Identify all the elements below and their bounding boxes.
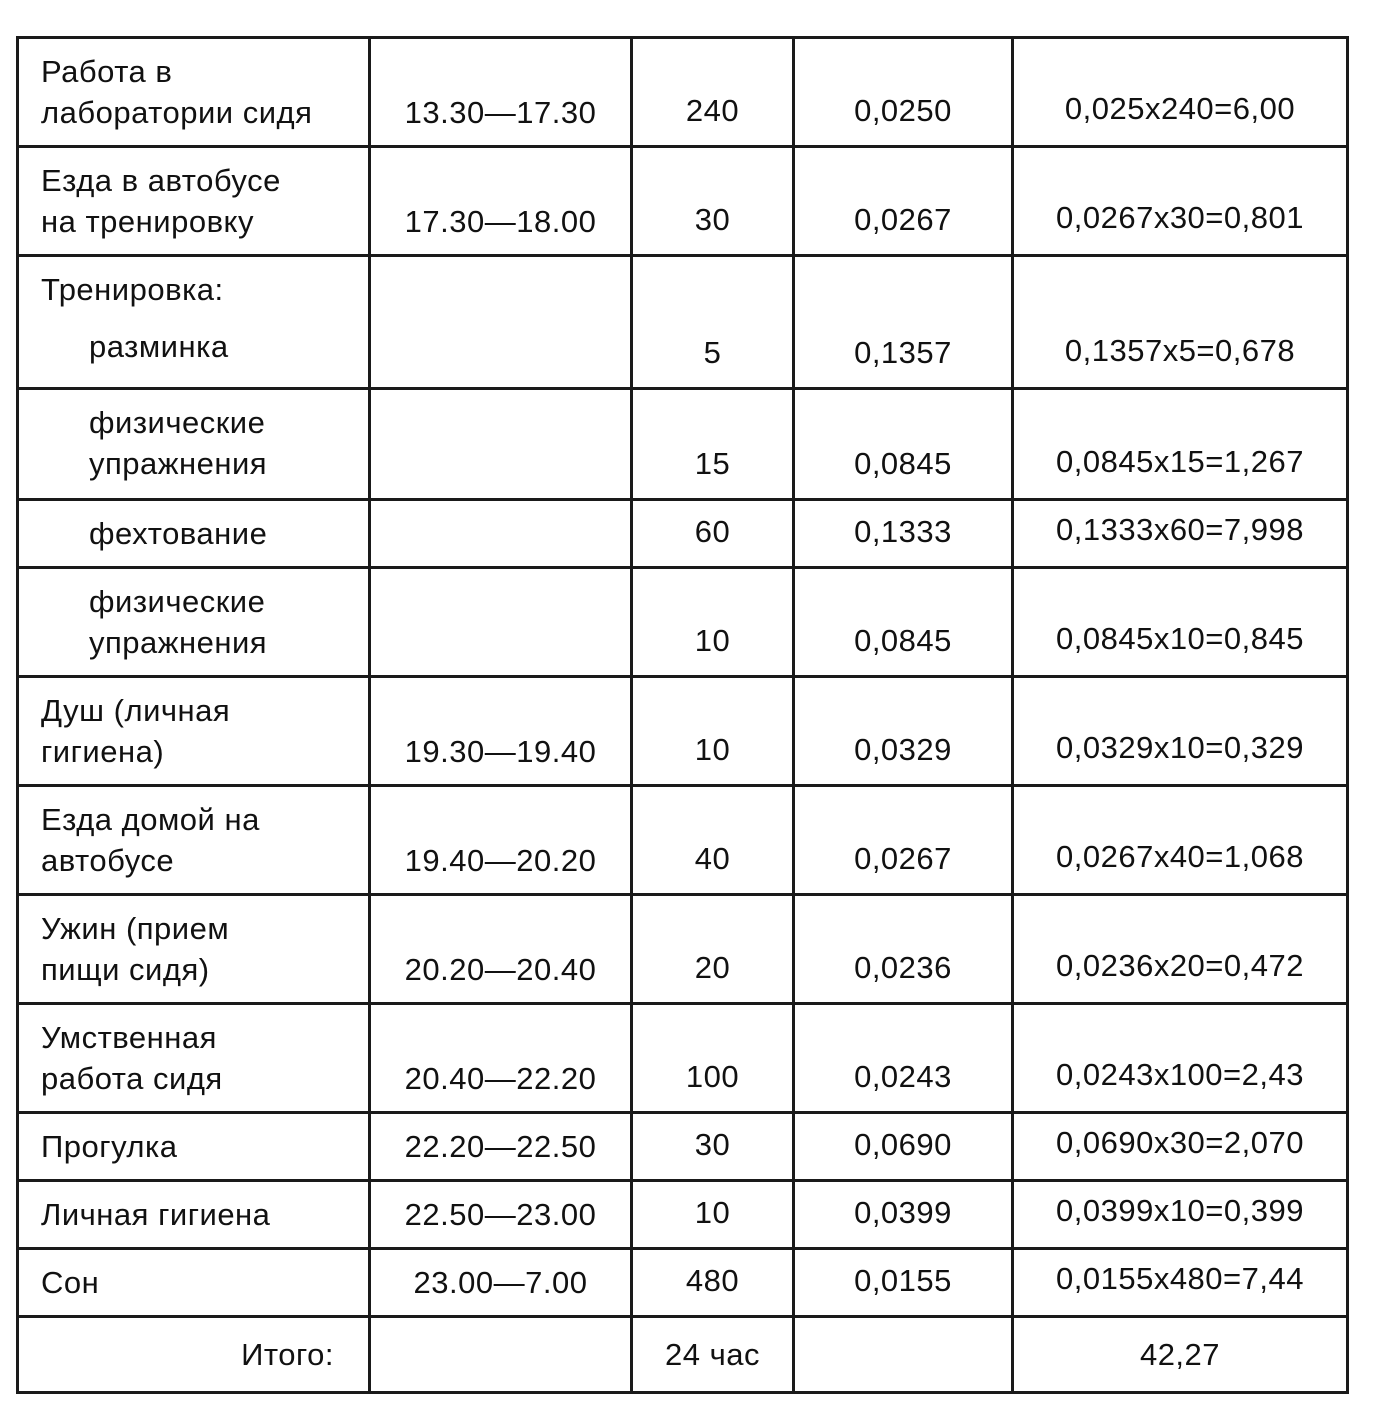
activity-cell [18, 1112, 370, 1180]
table-row [18, 1248, 1348, 1316]
activity-cell [18, 388, 370, 499]
energy-expenditure-table-container [16, 36, 1346, 1394]
minutes-cell: 240 [632, 38, 794, 147]
activity-line: физические [89, 404, 266, 440]
minutes-cell: 480 [632, 1248, 794, 1316]
calculation-cell: 0,0243x100=2,43 [1013, 1003, 1348, 1112]
minutes-cell: 10 [632, 1180, 794, 1248]
total-label: Итого: [18, 1316, 370, 1392]
table-row [18, 567, 1348, 676]
activity-line: гигиена) [41, 733, 165, 769]
energy-expenditure-table [16, 36, 1349, 1394]
minutes-cell: 10 [632, 567, 794, 676]
total-coefficient-cell [794, 1316, 1013, 1392]
table-row [18, 499, 1348, 567]
coefficient-cell: 0,0845 [794, 567, 1013, 676]
table-row [18, 322, 1348, 388]
activity-cell [18, 1180, 370, 1248]
activity-line: упражнения [89, 445, 268, 481]
activity-line: работа сидя [41, 1060, 223, 1096]
activity-cell [18, 147, 370, 256]
activity-line: Езда домой на [41, 801, 260, 837]
activity-cell [18, 676, 370, 785]
table-row [18, 894, 1348, 1003]
table-row [18, 38, 1348, 147]
activity-cell [18, 38, 370, 147]
minutes-cell: 100 [632, 1003, 794, 1112]
activity-line: физические [89, 583, 266, 619]
total-time-cell [370, 1316, 632, 1392]
total-minutes-cell: 24 час [632, 1316, 794, 1392]
table-row [18, 147, 1348, 256]
calculation-cell [1013, 256, 1348, 323]
activity-line: Душ (личная [41, 692, 231, 728]
calculation-cell: 0,1357x5=0,678 [1013, 322, 1348, 388]
time-cell: 22.20—22.50 [370, 1112, 632, 1180]
coefficient-cell: 0,0243 [794, 1003, 1013, 1112]
calculation-cell: 0,0329x10=0,329 [1013, 676, 1348, 785]
time-cell: 20.20—20.40 [370, 894, 632, 1003]
activity-line: фехтование [89, 515, 268, 551]
coefficient-cell: 0,1333 [794, 499, 1013, 567]
time-cell [370, 322, 632, 388]
total-sum-cell: 42,27 [1013, 1316, 1348, 1392]
calculation-cell: 0,0236x20=0,472 [1013, 894, 1348, 1003]
calculation-cell: 0,0267x30=0,801 [1013, 147, 1348, 256]
table-row [18, 1180, 1348, 1248]
time-cell: 19.40—20.20 [370, 785, 632, 894]
calculation-cell: 0,0845x15=1,267 [1013, 388, 1348, 499]
time-cell: 23.00—7.00 [370, 1248, 632, 1316]
activity-line: Личная гигиена [41, 1196, 271, 1232]
calculation-cell: 0,025x240=6,00 [1013, 38, 1348, 147]
total-row [18, 1316, 1348, 1392]
table-row [18, 1003, 1348, 1112]
minutes-cell [632, 256, 794, 323]
activity-line: Тренировка: [41, 272, 224, 307]
activity-line: Ужин (прием [41, 910, 230, 946]
minutes-cell: 10 [632, 676, 794, 785]
time-cell [370, 567, 632, 676]
activity-cell [18, 322, 370, 388]
calculation-cell: 0,0690x30=2,070 [1013, 1112, 1348, 1180]
coefficient-cell: 0,1357 [794, 322, 1013, 388]
activity-cell [18, 785, 370, 894]
activity-cell [18, 499, 370, 567]
time-cell [370, 499, 632, 567]
activity-line: Сон [41, 1264, 100, 1300]
minutes-cell: 30 [632, 1112, 794, 1180]
calculation-cell: 0,0267x40=1,068 [1013, 785, 1348, 894]
activity-line: на тренировку [41, 204, 254, 239]
time-cell: 19.30—19.40 [370, 676, 632, 785]
activity-line: упражнения [89, 624, 268, 660]
coefficient-cell: 0,0845 [794, 388, 1013, 499]
minutes-cell: 5 [632, 322, 794, 388]
activity-cell [18, 256, 370, 323]
activity-cell [18, 567, 370, 676]
coefficient-cell: 0,0399 [794, 1180, 1013, 1248]
minutes-cell: 15 [632, 388, 794, 499]
activity-line: Прогулка [41, 1128, 178, 1164]
coefficient-cell: 0,0155 [794, 1248, 1013, 1316]
table-row [18, 1112, 1348, 1180]
calculation-cell: 0,0155x480=7,44 [1013, 1248, 1348, 1316]
minutes-cell: 60 [632, 499, 794, 567]
calculation-cell: 0,0845x10=0,845 [1013, 567, 1348, 676]
minutes-cell: 20 [632, 894, 794, 1003]
activity-line: лаборатории сидя [41, 95, 313, 130]
coefficient-cell: 0,0690 [794, 1112, 1013, 1180]
table-row [18, 256, 1348, 323]
activity-line: пищи сидя) [41, 951, 210, 987]
table-row [18, 676, 1348, 785]
calculation-cell: 0,0399x10=0,399 [1013, 1180, 1348, 1248]
activity-cell [18, 1248, 370, 1316]
time-cell: 22.50—23.00 [370, 1180, 632, 1248]
table-row [18, 785, 1348, 894]
minutes-cell: 30 [632, 147, 794, 256]
calculation-cell: 0,1333x60=7,998 [1013, 499, 1348, 567]
time-cell: 17.30—18.00 [370, 147, 632, 256]
activity-line: автобусе [41, 842, 175, 878]
activity-line: Работа в [41, 54, 173, 89]
time-cell: 20.40—22.20 [370, 1003, 632, 1112]
time-cell: 13.30—17.30 [370, 38, 632, 147]
table-row [18, 388, 1348, 499]
activity-line: Умственная [41, 1019, 217, 1055]
time-cell [370, 388, 632, 499]
coefficient-cell: 0,0267 [794, 785, 1013, 894]
coefficient-cell: 0,0329 [794, 676, 1013, 785]
coefficient-cell: 0,0236 [794, 894, 1013, 1003]
coefficient-cell: 0,0267 [794, 147, 1013, 256]
coefficient-cell [794, 256, 1013, 323]
activity-cell [18, 894, 370, 1003]
activity-line: разминка [89, 329, 229, 364]
activity-line: Езда в автобусе [41, 163, 281, 198]
time-cell [370, 256, 632, 323]
activity-cell [18, 1003, 370, 1112]
minutes-cell: 40 [632, 785, 794, 894]
coefficient-cell: 0,0250 [794, 38, 1013, 147]
